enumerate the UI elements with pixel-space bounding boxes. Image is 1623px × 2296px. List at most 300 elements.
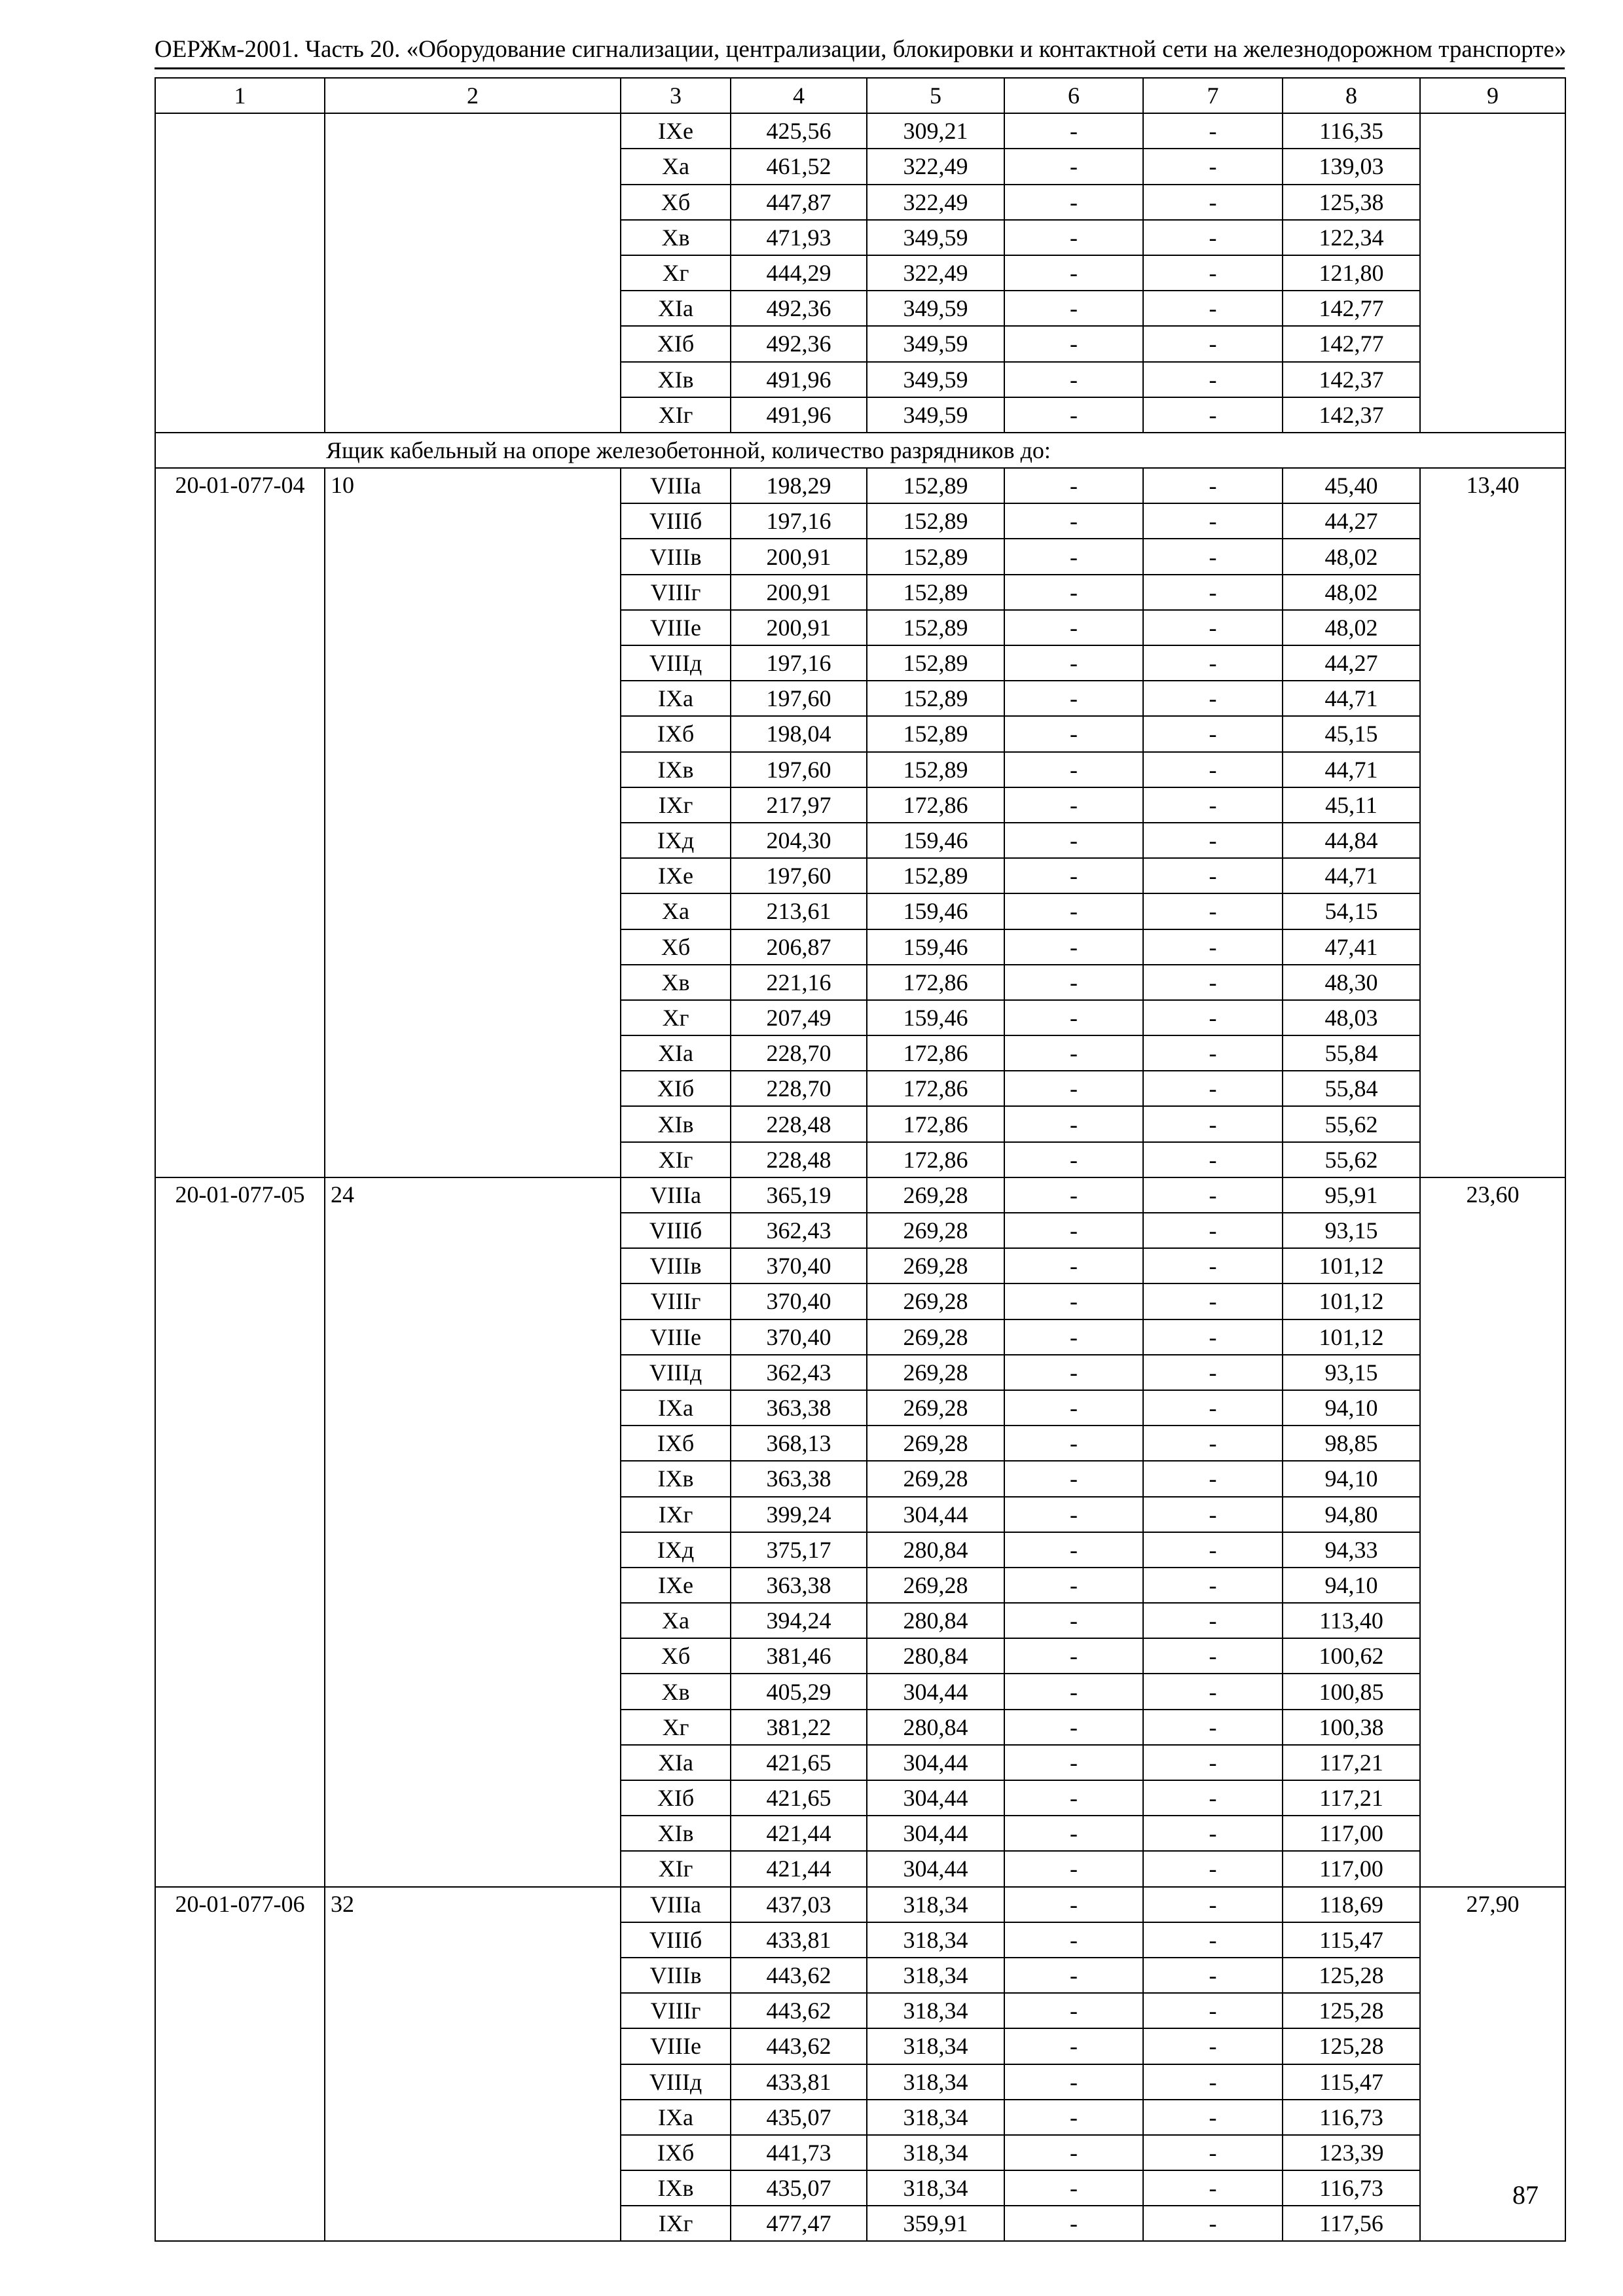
table-cell: - — [1004, 1851, 1143, 1886]
table-cell: 421,44 — [731, 1816, 867, 1851]
table-cell: - — [1004, 1780, 1143, 1816]
table-cell: 444,29 — [731, 255, 867, 291]
table-cell: IXе — [621, 113, 731, 149]
table-cell: - — [1004, 1283, 1143, 1319]
table-cell: 159,46 — [867, 823, 1004, 858]
table-cell: 142,37 — [1283, 397, 1420, 433]
table-row — [155, 468, 1565, 503]
table-cell: VIIIа — [621, 1887, 731, 1922]
table-cell: 101,12 — [1283, 1319, 1420, 1355]
table-cell: VIIIв — [621, 1248, 731, 1283]
table-cell: Xб — [621, 185, 731, 220]
table-cell: IXа — [621, 1390, 731, 1426]
table-cell: XIв — [621, 362, 731, 397]
table-cell: 399,24 — [731, 1497, 867, 1532]
table-cell: 44,84 — [1283, 823, 1420, 858]
page-number: 87 — [1512, 2180, 1539, 2210]
table-cell: - — [1143, 1674, 1283, 1709]
table-cell: 152,89 — [867, 468, 1004, 503]
table-cell: 116,35 — [1283, 113, 1420, 149]
table-cell: - — [1143, 1071, 1283, 1106]
table-cell: - — [1004, 1497, 1143, 1532]
table-row — [155, 1177, 1565, 1213]
table-cell: 368,13 — [731, 1426, 867, 1461]
table-cell: - — [1143, 610, 1283, 645]
table-cell: 492,36 — [731, 326, 867, 361]
table-cell: - — [1143, 1568, 1283, 1603]
table-cell: 159,46 — [867, 893, 1004, 929]
table-cell: - — [1004, 893, 1143, 929]
table-cell: 304,44 — [867, 1745, 1004, 1780]
table-cell: IXб — [621, 716, 731, 751]
table-cell: 204,30 — [731, 823, 867, 858]
table-cell: 55,62 — [1283, 1106, 1420, 1141]
table-cell: IXд — [621, 823, 731, 858]
table-cell: Xб — [621, 929, 731, 965]
table-cell: - — [1004, 291, 1143, 326]
table-cell: 125,28 — [1283, 1958, 1420, 1993]
table-cell: 318,34 — [867, 2028, 1004, 2064]
table-cell: 318,34 — [867, 1993, 1004, 2028]
rate-code: 20-01-077-05 — [155, 1177, 325, 1887]
table-cell: - — [1004, 1142, 1143, 1177]
column-9-value: 27,90 — [1420, 1887, 1565, 2242]
table-cell: 304,44 — [867, 1780, 1004, 1816]
table-cell: IXв — [621, 752, 731, 787]
table-cell: - — [1143, 1248, 1283, 1283]
table-cell: 405,29 — [731, 1674, 867, 1709]
table-cell: - — [1143, 362, 1283, 397]
table-cell: 48,02 — [1283, 539, 1420, 574]
arrester-count: 10 — [325, 468, 621, 1177]
table-cell: - — [1004, 716, 1143, 751]
table-cell: 443,62 — [731, 2028, 867, 2064]
table-cell: XIв — [621, 1816, 731, 1851]
table-cell: 443,62 — [731, 1958, 867, 1993]
table-cell: - — [1004, 362, 1143, 397]
table-cell: 122,34 — [1283, 220, 1420, 255]
table-cell: - — [1004, 1213, 1143, 1248]
table-row — [155, 113, 1565, 149]
empty-col9-cell — [1420, 113, 1565, 433]
table-cell: - — [1004, 858, 1143, 893]
table-cell: Xв — [621, 1674, 731, 1709]
column-9-value: 23,60 — [1420, 1177, 1565, 1887]
table-body — [155, 113, 1565, 2241]
table-cell: - — [1143, 965, 1283, 1000]
table-cell: - — [1143, 929, 1283, 965]
table-cell: 197,16 — [731, 503, 867, 539]
table-cell: 435,07 — [731, 2100, 867, 2135]
table-cell: - — [1143, 1887, 1283, 1922]
table-cell: 228,70 — [731, 1035, 867, 1071]
table-cell: VIIIб — [621, 1213, 731, 1248]
table-cell: 101,12 — [1283, 1283, 1420, 1319]
table-cell: 44,71 — [1283, 681, 1420, 716]
table-cell: 318,34 — [867, 1958, 1004, 1993]
table-cell: 48,02 — [1283, 575, 1420, 610]
table-cell: 117,56 — [1283, 2206, 1420, 2241]
table-cell: 365,19 — [731, 1177, 867, 1213]
table-cell: - — [1143, 1922, 1283, 1958]
table-cell: - — [1004, 1035, 1143, 1071]
table-cell: 304,44 — [867, 1497, 1004, 1532]
table-cell: 152,89 — [867, 681, 1004, 716]
table-cell: 172,86 — [867, 1106, 1004, 1141]
table-cell: VIIIд — [621, 2064, 731, 2100]
table-cell: IXв — [621, 1461, 731, 1496]
table-cell: - — [1143, 575, 1283, 610]
table-cell: Xв — [621, 965, 731, 1000]
table-cell: VIIIг — [621, 1993, 731, 2028]
table-cell: 349,59 — [867, 397, 1004, 433]
table-cell: - — [1143, 397, 1283, 433]
table-cell: - — [1143, 1000, 1283, 1035]
table-cell: XIг — [621, 1851, 731, 1886]
column-header: 5 — [867, 78, 1004, 113]
table-cell: - — [1004, 823, 1143, 858]
table-cell: - — [1004, 1532, 1143, 1568]
table-cell: 197,60 — [731, 858, 867, 893]
table-cell: - — [1004, 1390, 1143, 1426]
table-cell: - — [1004, 1887, 1143, 1922]
table-cell: 100,38 — [1283, 1710, 1420, 1745]
table-cell: 280,84 — [867, 1638, 1004, 1674]
table-cell: IXб — [621, 2135, 731, 2170]
table-cell: 54,15 — [1283, 893, 1420, 929]
table-cell: 45,15 — [1283, 716, 1420, 751]
table-cell: 142,77 — [1283, 291, 1420, 326]
table-cell: 213,61 — [731, 893, 867, 929]
table-cell: - — [1143, 1958, 1283, 1993]
table-cell: 198,04 — [731, 716, 867, 751]
table-cell: 477,47 — [731, 2206, 867, 2241]
table-cell: 443,62 — [731, 1993, 867, 2028]
table-cell: 200,91 — [731, 539, 867, 574]
table-cell: 125,28 — [1283, 1993, 1420, 2028]
table-cell: - — [1143, 291, 1283, 326]
table-cell: - — [1004, 1568, 1143, 1603]
table-cell: - — [1004, 645, 1143, 681]
table-cell: 228,48 — [731, 1142, 867, 1177]
table-cell: - — [1004, 468, 1143, 503]
table-cell: XIа — [621, 1745, 731, 1780]
table-cell: IXб — [621, 1426, 731, 1461]
table-cell: 152,89 — [867, 503, 1004, 539]
table-row — [155, 1887, 1565, 1922]
table-cell: - — [1143, 149, 1283, 184]
rates-table — [155, 77, 1566, 2242]
table-cell: - — [1004, 2100, 1143, 2135]
table-cell: - — [1143, 1710, 1283, 1745]
table-cell: 370,40 — [731, 1319, 867, 1355]
table-cell: 280,84 — [867, 1710, 1004, 1745]
table-cell: 152,89 — [867, 752, 1004, 787]
table-cell: 304,44 — [867, 1674, 1004, 1709]
table-cell: - — [1004, 1958, 1143, 1993]
table-cell: - — [1004, 1745, 1143, 1780]
table-cell: 125,38 — [1283, 185, 1420, 220]
table-cell: 304,44 — [867, 1851, 1004, 1886]
table-cell: 269,28 — [867, 1213, 1004, 1248]
table-cell: 363,38 — [731, 1390, 867, 1426]
table-cell: 349,59 — [867, 220, 1004, 255]
table-cell: XIг — [621, 1142, 731, 1177]
table-cell: - — [1143, 1390, 1283, 1426]
table-cell: 159,46 — [867, 929, 1004, 965]
table-cell: - — [1004, 185, 1143, 220]
table-cell: - — [1143, 1461, 1283, 1496]
table-cell: - — [1004, 752, 1143, 787]
table-cell: 309,21 — [867, 113, 1004, 149]
table-cell: 45,40 — [1283, 468, 1420, 503]
table-cell: - — [1143, 503, 1283, 539]
table-cell: 95,91 — [1283, 1177, 1420, 1213]
table-cell: - — [1143, 1603, 1283, 1638]
table-cell: - — [1143, 539, 1283, 574]
table-cell: - — [1004, 575, 1143, 610]
table-cell: VIIIг — [621, 575, 731, 610]
table-cell: 363,38 — [731, 1461, 867, 1496]
table-cell: IXе — [621, 1568, 731, 1603]
table-cell: - — [1004, 255, 1143, 291]
table-cell: - — [1143, 2135, 1283, 2170]
table-cell: VIIIд — [621, 645, 731, 681]
table-cell: 101,12 — [1283, 1248, 1420, 1283]
table-cell: 94,10 — [1283, 1568, 1420, 1603]
table-cell: - — [1004, 1816, 1143, 1851]
table-cell: - — [1143, 1283, 1283, 1319]
table-cell: - — [1143, 255, 1283, 291]
table-cell: 228,70 — [731, 1071, 867, 1106]
table-cell: IXа — [621, 681, 731, 716]
table-cell: - — [1143, 681, 1283, 716]
table-cell: 421,65 — [731, 1780, 867, 1816]
table-cell: - — [1143, 2170, 1283, 2206]
column-header: 7 — [1143, 78, 1283, 113]
table-cell: XIа — [621, 291, 731, 326]
table-cell: - — [1004, 1603, 1143, 1638]
table-cell: 349,59 — [867, 326, 1004, 361]
table-cell: 318,34 — [867, 1887, 1004, 1922]
table-cell: - — [1004, 1922, 1143, 1958]
table-cell: 44,71 — [1283, 858, 1420, 893]
table-cell: 394,24 — [731, 1603, 867, 1638]
table-cell: - — [1143, 645, 1283, 681]
table-cell: - — [1143, 1851, 1283, 1886]
table-cell: - — [1004, 787, 1143, 823]
table-cell: 172,86 — [867, 1071, 1004, 1106]
table-cell: - — [1143, 1497, 1283, 1532]
table-cell: 318,34 — [867, 2170, 1004, 2206]
table-cell: 94,80 — [1283, 1497, 1420, 1532]
table-cell: Xг — [621, 1710, 731, 1745]
table-cell: 152,89 — [867, 610, 1004, 645]
table-cell: 322,49 — [867, 255, 1004, 291]
column-header: 2 — [325, 78, 621, 113]
column-header: 8 — [1283, 78, 1420, 113]
table-cell: - — [1004, 2028, 1143, 2064]
table-cell: Xа — [621, 149, 731, 184]
arrester-count: 32 — [325, 1887, 621, 2242]
table-cell: - — [1004, 326, 1143, 361]
table-cell: - — [1143, 185, 1283, 220]
table-cell: 370,40 — [731, 1248, 867, 1283]
table-cell: 269,28 — [867, 1461, 1004, 1496]
table-cell: 172,86 — [867, 965, 1004, 1000]
table-cell: 44,27 — [1283, 503, 1420, 539]
table-cell: 113,40 — [1283, 1603, 1420, 1638]
table-cell: - — [1143, 1319, 1283, 1355]
empty-qty-cell — [325, 113, 621, 433]
table-cell: 197,60 — [731, 681, 867, 716]
table-cell: XIб — [621, 1071, 731, 1106]
table-cell: - — [1004, 1426, 1143, 1461]
table-cell: - — [1143, 787, 1283, 823]
table-cell: - — [1004, 113, 1143, 149]
table-cell: VIIIб — [621, 1922, 731, 1958]
table-cell: - — [1143, 752, 1283, 787]
table-cell: Xа — [621, 1603, 731, 1638]
column-header: 1 — [155, 78, 325, 113]
table-cell: 437,03 — [731, 1887, 867, 1922]
table-cell: - — [1004, 1461, 1143, 1496]
table-cell: - — [1143, 2100, 1283, 2135]
table-cell: 48,30 — [1283, 965, 1420, 1000]
table-cell: VIIIе — [621, 610, 731, 645]
table-cell: 115,47 — [1283, 2064, 1420, 2100]
table-cell: 349,59 — [867, 362, 1004, 397]
table-cell: 280,84 — [867, 1532, 1004, 1568]
table-cell: 142,77 — [1283, 326, 1420, 361]
table-cell: - — [1143, 858, 1283, 893]
table-cell: - — [1004, 539, 1143, 574]
table-cell: 94,10 — [1283, 1390, 1420, 1426]
table-cell: 425,56 — [731, 113, 867, 149]
table-cell: 269,28 — [867, 1390, 1004, 1426]
table-cell: 159,46 — [867, 1000, 1004, 1035]
table-cell: 269,28 — [867, 1319, 1004, 1355]
table-cell: - — [1004, 2064, 1143, 2100]
table-cell: - — [1004, 397, 1143, 433]
table-cell: 48,03 — [1283, 1000, 1420, 1035]
table-cell: - — [1004, 1355, 1143, 1390]
table-cell: 172,86 — [867, 1142, 1004, 1177]
table-cell: 152,89 — [867, 858, 1004, 893]
table-cell: 381,22 — [731, 1710, 867, 1745]
table-cell: - — [1143, 1177, 1283, 1213]
table-cell: VIIIб — [621, 503, 731, 539]
table-cell: 142,37 — [1283, 362, 1420, 397]
table-cell: 116,73 — [1283, 2170, 1420, 2206]
table-cell: 125,28 — [1283, 2028, 1420, 2064]
table-cell: VIIIа — [621, 468, 731, 503]
table-cell: - — [1143, 1816, 1283, 1851]
table-cell: 491,96 — [731, 397, 867, 433]
table-cell: 491,96 — [731, 362, 867, 397]
table-cell: - — [1004, 929, 1143, 965]
table-cell: VIIIв — [621, 1958, 731, 1993]
table-cell: - — [1004, 1106, 1143, 1141]
table-cell: - — [1143, 1213, 1283, 1248]
table-cell: 433,81 — [731, 2064, 867, 2100]
table-cell: 44,71 — [1283, 752, 1420, 787]
table-cell: 318,34 — [867, 2100, 1004, 2135]
table-cell: 197,16 — [731, 645, 867, 681]
table-cell: IXв — [621, 2170, 731, 2206]
table-cell: 269,28 — [867, 1568, 1004, 1603]
table-cell: 221,16 — [731, 965, 867, 1000]
table-cell: - — [1143, 1355, 1283, 1390]
table-cell: 471,93 — [731, 220, 867, 255]
table-cell: 370,40 — [731, 1283, 867, 1319]
table-cell: XIг — [621, 397, 731, 433]
table-cell: 55,62 — [1283, 1142, 1420, 1177]
table-cell: 318,34 — [867, 2135, 1004, 2170]
table-cell: 152,89 — [867, 575, 1004, 610]
table-cell: VIIIе — [621, 2028, 731, 2064]
table-cell: - — [1143, 2028, 1283, 2064]
table-cell: 359,91 — [867, 2206, 1004, 2241]
table-cell: 269,28 — [867, 1177, 1004, 1213]
table-cell: VIIIг — [621, 1283, 731, 1319]
table-cell: 94,33 — [1283, 1532, 1420, 1568]
table-cell: - — [1143, 113, 1283, 149]
table-cell: - — [1004, 965, 1143, 1000]
table-cell: 381,46 — [731, 1638, 867, 1674]
table-cell: 94,10 — [1283, 1461, 1420, 1496]
table-cell: 139,03 — [1283, 149, 1420, 184]
table-cell: 228,48 — [731, 1106, 867, 1141]
table-cell: - — [1004, 2206, 1143, 2241]
table-cell: - — [1143, 823, 1283, 858]
table-cell: IXе — [621, 858, 731, 893]
table-cell: IXд — [621, 1532, 731, 1568]
table-cell: 362,43 — [731, 1355, 867, 1390]
table-cell: 116,73 — [1283, 2100, 1420, 2135]
table-cell: - — [1004, 1638, 1143, 1674]
table-cell: 93,15 — [1283, 1355, 1420, 1390]
column-header: 4 — [731, 78, 867, 113]
table-cell: 93,15 — [1283, 1213, 1420, 1248]
table-cell: - — [1004, 1993, 1143, 2028]
table-cell: Xа — [621, 893, 731, 929]
table-cell: 322,49 — [867, 149, 1004, 184]
header-rule — [155, 67, 1565, 69]
table-cell: 121,80 — [1283, 255, 1420, 291]
table-cell: - — [1004, 1248, 1143, 1283]
section-title: Ящик кабельный на опоре железобетонной, количество разрядников до: — [155, 433, 1565, 468]
table-cell: 152,89 — [867, 716, 1004, 751]
table-cell: - — [1143, 1532, 1283, 1568]
table-cell: - — [1004, 1319, 1143, 1355]
column-header: 3 — [621, 78, 731, 113]
table-cell: 55,84 — [1283, 1071, 1420, 1106]
column-header: 9 — [1420, 78, 1565, 113]
table-cell: 349,59 — [867, 291, 1004, 326]
table-cell: 441,73 — [731, 2135, 867, 2170]
table-cell: 280,84 — [867, 1603, 1004, 1638]
table-cell: 117,00 — [1283, 1851, 1420, 1886]
table-cell: - — [1143, 468, 1283, 503]
table-cell: 100,62 — [1283, 1638, 1420, 1674]
table-cell: - — [1004, 681, 1143, 716]
table-cell: - — [1004, 1000, 1143, 1035]
table-cell: 433,81 — [731, 1922, 867, 1958]
table-cell: VIIIе — [621, 1319, 731, 1355]
running-header: ОЕРЖм-2001. Часть 20. «Оборудование сигнализации, централизации, блокировки и контактной сети на железнодорожном транспорте» — [155, 36, 1567, 63]
table-cell: - — [1143, 2206, 1283, 2241]
